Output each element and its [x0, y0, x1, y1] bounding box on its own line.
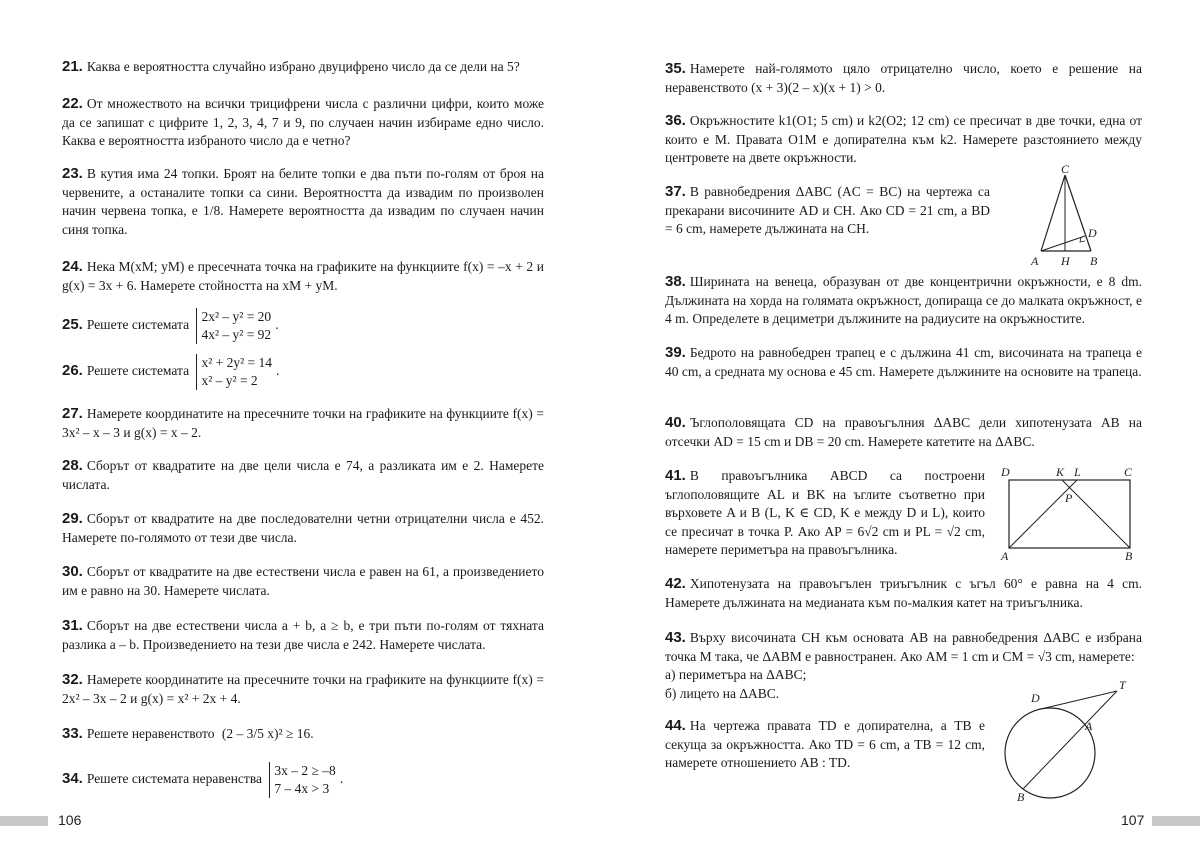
problem-43-part-a: а) периметъра на ΔABC; [665, 667, 807, 682]
problem-38: 38. Ширината на венеца, образуван от две концентрични окръжности, е 8 dm. Дължината на хорда на голямата окръжност, допираща се до малката окръжност, е 4 m. Определете в дециметри дължините на радиусите на окръжностите. [665, 273, 1142, 326]
problem-42: 42. Хипотенузата на правоъгълен триъгълник с ъгъл 60° е равна на 4 cm. Намерете дължината на медианата към по-малкия катет на триъгълника. [665, 575, 1142, 610]
problem-35: 35. Намерете най-голямото цяло отрицателно число, което е решение на неравенството (x + 3)(2 – x)(x + 1) > 0. [665, 60, 1142, 95]
problem-26: 26. Решете системата x² + 2y² = 14 x² – y² = 2. [62, 355, 280, 388]
problem-36: 36. Окръжностите k1(O1; 5 cm) и k2(O2; 12 cm) се пресичат в две точки, една от които е M. Правата O1M е допирателна към k2. Намерете разстоянието между центровете на двете окръжности. [665, 112, 1142, 165]
fig41-label-p: P [1065, 491, 1073, 505]
fig37-label-b: B [1090, 254, 1098, 268]
inequality-expression: (2 – 3/5 x)² ≥ 16 [221, 726, 311, 741]
fig41-label-c: C [1124, 465, 1133, 479]
fig41-label-k: K [1056, 465, 1065, 479]
page-edge-bar-right [1152, 816, 1200, 826]
fig41-label-l: L [1074, 465, 1081, 479]
problem-33: 33. Решете неравенството (2 – 3/5 x)² ≥ 16. [62, 725, 314, 742]
problem-27: 27. Намерете координатите на пресечните точки на графиките на функциите f(x) = 3x² – x – 3 и g(x) = x – 2. [62, 405, 544, 440]
fig44-label-t: T [1119, 678, 1126, 692]
figure-44-circle-tangent [995, 675, 1142, 803]
page-number-right: 107 [1121, 812, 1145, 828]
fig37-label-a: A [1031, 254, 1039, 268]
problem-22: 22. От множеството на всички трицифрени числа с различни цифри, които може да се запишат с цифрите 1, 2, 3, 4, 7 и 9, по случаен начин избираме едно число. Каква е вероятността избраното число да е четно? [62, 95, 544, 148]
problem-24: 24. Нека M(xM; yM) е пресечната точка на графиките на функциите f(x) = –x + 2 и g(x) = 3x + 6. Намерете стойността на xM + yM. [62, 258, 544, 293]
figure-37-isosceles-triangle [1027, 163, 1127, 270]
fig37-label-c: C [1061, 163, 1070, 176]
page-edge-bar-left [0, 816, 48, 826]
equation-system: x² + 2y² = 14 x² – y² = 2 [196, 354, 272, 390]
problem-30: 30. Сборът от квадратите на две естествени числа е равен на 61, а произведението им е равно на 30. Намерете числата. [62, 563, 544, 598]
problem-43: 43. Върху височината CH към основата AB на равнобедрения ΔABC е избрана точка M така, че ΔABM е равностранен. Ако AM = 1 cm и CM = √3 cm, намерете: а) периметъра на ΔABC; б) лицето на ΔABC. [665, 629, 1142, 701]
problem-32: 32. Намерете координатите на пресечните точки на графиките на функциите f(x) = 2x² – 3x – 2 и g(x) = x² + 2x + 4. [62, 671, 544, 706]
fig44-label-d: D [1031, 691, 1040, 705]
fig41-label-b: B [1125, 549, 1133, 563]
problem-23: 23. В кутия има 24 топки. Броят на белите топки е два пъти по-голям от броя на червените, а останалите топки са сини. Вероятността да извадим по произволен начин червена топка, е 1/8. Намерете вероятността да извадим по случаен начин синя топка. [62, 165, 544, 237]
fig41-label-a: A [1001, 549, 1009, 563]
problem-28: 28. Сборът от квадратите на две цели числа е 74, а разликата им е 2. Намерете числата. [62, 457, 544, 492]
fig44-label-b: B [1017, 790, 1025, 803]
figure-41-rectangle [998, 462, 1142, 564]
fig41-label-d: D [1001, 465, 1010, 479]
problem-44: 44. На чертежа правата TD е допирателна, а TB е секуща за окръжността. Ако TD = 6 cm, а TB = 12 cm, намерете отношението AB : TD. [665, 717, 985, 770]
fig37-label-h: H [1061, 254, 1070, 268]
inequality-system: 3x – 2 ≥ –8 7 – 4x > 3 [269, 762, 335, 798]
problem-40: 40. Ъглополовящата CD на правоъгълния ΔABC дели хипотенузата AB на отсечки AD = 15 cm и DB = 20 cm. Намерете катетите на ΔABC. [665, 414, 1142, 449]
problem-29: 29. Сборът от квадратите на две последователни четни отрицателни числа е 452. Намерете по-голямото от тези две числа. [62, 510, 544, 545]
problem-21: 21. Каква е вероятността случайно избрано двуцифрено число да се дели на 5? [62, 58, 520, 75]
problem-39: 39. Бедрото на равнобедрен трапец е с дължина 41 cm, височината на трапеца е 40 cm, а средната му основа е 45 cm. Намерете дължините на основите на трапеца. [665, 344, 1142, 379]
fig44-label-a: A [1085, 719, 1093, 733]
problem-43-part-b: б) лицето на ΔABC. [665, 685, 780, 701]
problem-25: 25. Решете системата 2x² – y² = 20 4x² – y² = 92. [62, 309, 279, 342]
problem-34: 34. Решете системата неравенства 3x – 2 ≥ –8 7 – 4x > 3. [62, 763, 344, 796]
page-number-left: 106 [58, 812, 82, 828]
fig37-label-d: D [1088, 226, 1097, 240]
problem-41: 41. В правоъгълника ABCD са построени ъглополовящите AL и BK на ъглите съответно при върховете A и B (L, K ∈ CD, K е между D и L), които се пресичат в точка P. Ако AP = 6√2 cm и PL = √2 cm, намерете периметъра на правоъгълника. [665, 467, 985, 557]
problem-31: 31. Сборът на две естествени числа a + b, a ≥ b, е три пъти по-голям от тяхната разлика a – b. Произведението на тези две числа е 242. Намерете числата. [62, 617, 544, 652]
equation-system: 2x² – y² = 20 4x² – y² = 92 [196, 308, 271, 344]
problem-37: 37. В равнобедрения ΔABC (AC = BC) на чертежа са прекарани височините AD и CH. Ако CD = 21 cm, а BD = 6 cm, намерете дължината на CH. [665, 183, 990, 236]
